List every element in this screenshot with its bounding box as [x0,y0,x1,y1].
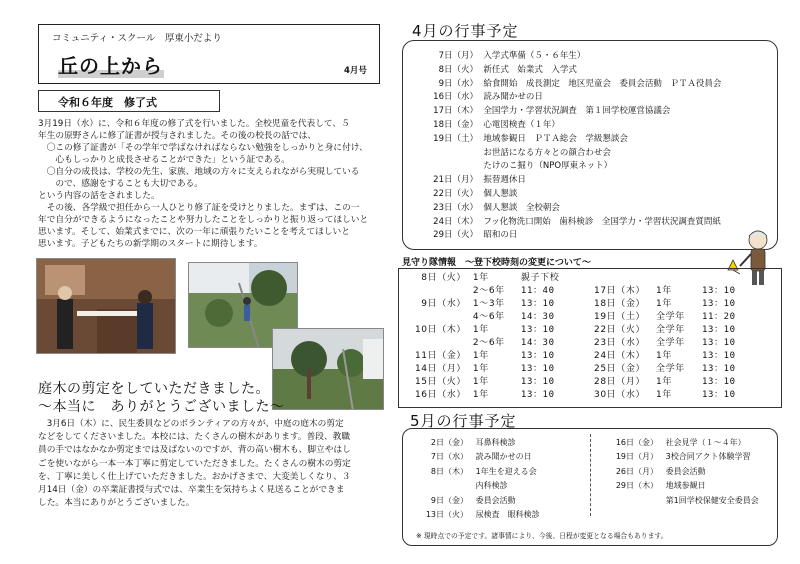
may-title: 5月の行事予定 [410,412,517,430]
article1-line: 思います。子どもたちの新学期のスタートに期待します。 [38,239,263,249]
mimamori-title: 見守り隊情報 ～登下校時刻の変更について～ [402,258,591,268]
table-row: 28日（月） 1年 13：10 [594,377,736,387]
mimamori-left-list [404,272,604,402]
list-item: 第1回学校保健安全委員会 [665,495,759,505]
table-row: 18日（金） 1年 13：10 [594,299,736,309]
article1-line: という内容の話をされました。 [38,191,160,201]
list-item: 13日（火） 尿検査 眼科検診 [425,510,540,520]
article2-line: を、丁寧に美しく仕上げていただきました。おかげさまで、大変美しくなり、３ [38,471,351,482]
list-item: 18日（金） 心電図検査（１年） [433,119,560,130]
table-row: 14日（月） 1年 13：10 [414,364,555,374]
page-title: 丘の上から [58,54,163,78]
list-item: 8日（火） 新任式 始業式 入学式 [438,64,577,75]
may-left-list [412,436,588,522]
list-item: 2日（金） 耳鼻科検診 [430,438,516,447]
issue-month: 4月号 [344,66,367,76]
article1-line: 年で自分ができるようになったことや努力したことをしっかりと振り返ってほしいと [38,215,369,225]
list-item: 7日（月） 入学式準備（５・６年生） [438,51,586,61]
list-item: 19日（土） 地域参観日 ＰＴＡ総会 学級懇談会 [433,133,628,144]
list-item: 29日（木） 地域参観日 [615,481,706,491]
table-row: 22日（火） 全学年 13：10 [594,325,736,335]
article2-title-line1: 庭木の剪定をしていただきました。 [38,381,270,397]
table-row: 15日（火） 1年 13：10 [414,377,555,387]
article1-line: 年生の原野さんに修了証書が授与されました。その後の校長の話では、 [38,131,316,141]
photo-tree-pruning-2 [272,328,384,410]
table-row: 23日（水） 全学年 13：10 [594,338,736,348]
photo-graduation-ceremony [36,258,176,354]
list-item: 29日（火） 昭和の日 [433,230,518,241]
table-row: 2～6年 14：30 [472,338,555,348]
list-item: 22日（火） 個人懇談 [433,188,518,199]
article1-line: 3月19日（水）に、令和６年度の修了式を行いました。全校児童を代表して、５ [38,119,350,129]
list-item: お世話になる方々との顔合わせ会 [483,147,611,158]
list-item: 7日（水） 読み聞かせの日 [430,452,532,462]
list-item: 17日（木） 全国学力・学習状況調査 第１回学校運営協議会 [433,106,671,117]
table-row: 10日（木） 1年 13：10 [414,325,555,335]
table-row: 17日（木） 1年 13：10 [594,286,736,296]
article2-line: 3月6日（木）に、民生委員などのボランティアの方々が、中庭の庭木の剪定 [38,419,344,429]
list-item: 16日（水） 読み聞かせの日 [433,92,543,103]
list-item: 23日（水） 個人懇談 全校朝会 [433,202,560,213]
table-row: 11日（金） 1年 13：10 [414,351,555,361]
article1-line: 思います。そして、始業式までに、次の一年に頑張りたいことを考えてほしいと [38,227,350,237]
list-item: たけのこ掘り（NPO厚東ネット） [483,161,613,172]
table-row: 9日（水） 1～3年 13：10 [421,299,555,309]
list-item: 9日（金） 委員会活動 [430,495,516,505]
may-divider [590,434,591,516]
article1-line: 〇自分の成長は、学校の先生、家族、地域の方々に支えられながら実現している [38,167,360,177]
list-item: 9日（水） 給食開始 成長測定 地区児童会 委員会活動 ＰＴＡ役員会 [438,78,722,89]
list-item: 内科検診 [475,481,508,491]
list-item: 24日（木） フッ化物洗口開始 歯科検診 全国学力・学習状況調査質問紙 [433,216,721,227]
list-item: 8日（木） 1年生を迎える会 [430,466,537,476]
table-row: 2～6年 11：40 [472,286,555,296]
header-subtitle: コミュニティ・スクール 厚東小だより [52,33,222,44]
article2-body [38,418,383,510]
table-row: 19日（土） 全学年 11：20 [594,312,736,322]
april-list [416,50,776,243]
article2-line: 員の手ではなかなか剪定までは及ばないのですが、背の高い樹木も、脚立やはし [38,445,351,456]
article1-line: 心もしっかりと成長させることができた」という証である。 [38,155,290,165]
table-row: 16日（水） 1年 13：10 [414,390,555,400]
article2-line: ごを使いながら一本一本丁寧に剪定していただきました。たくさんの樹木の剪定 [38,458,351,469]
list-item: 21日（月） 振替週休日 [433,175,526,186]
table-row: 8日（火） 1年 親子下校 [421,273,560,283]
article1-title: 令和６年度 修了式 [58,96,157,109]
list-item: 26日（月） 委員会活動 [615,466,706,476]
article1-body [38,118,383,250]
article1-line: ので、感謝をすることも大切である。 [38,179,203,189]
article2-line: 月14日（金）の卒業証書授与式では、卒業生を気持ちよく見送ることができま [38,485,345,496]
may-note: ※ 現時点での予定です。諸事情により、今後、日程が変更となる場合もあります。 [416,532,668,540]
article2-line: した。本当にありがとうございました。 [38,498,195,509]
article2-title-line2: ～本当に ありがとうございました～ [38,399,285,415]
table-row: 30日（水） 1年 13：10 [594,390,736,400]
april-title: 4月の行事予定 [412,22,519,40]
table-row: 4～6年 14：30 [472,312,555,322]
article1-line: 〇この修了証書が「その学年で学ばなければならない勉強をしっかりと身に付け、 [38,143,368,153]
table-row: 25日（金） 全学年 13：10 [594,364,736,374]
article1-line: その後、各学級で担任から一人ひとり修了証を受けとりました。まずは、この一 [38,203,360,213]
article2-line: などをしてくださいました。本校には、たくさんの樹木があります。普段、教職 [38,432,351,443]
table-row: 24日（木） 1年 13：10 [594,351,736,361]
mimamori-right-list [594,272,778,402]
list-item: 19日（月） 3校合同アクト体験学習 [615,452,751,462]
table-row [594,272,778,285]
may-right-list [598,436,776,508]
list-item: 16日（金） 社会見学（１～４年） [615,438,746,447]
